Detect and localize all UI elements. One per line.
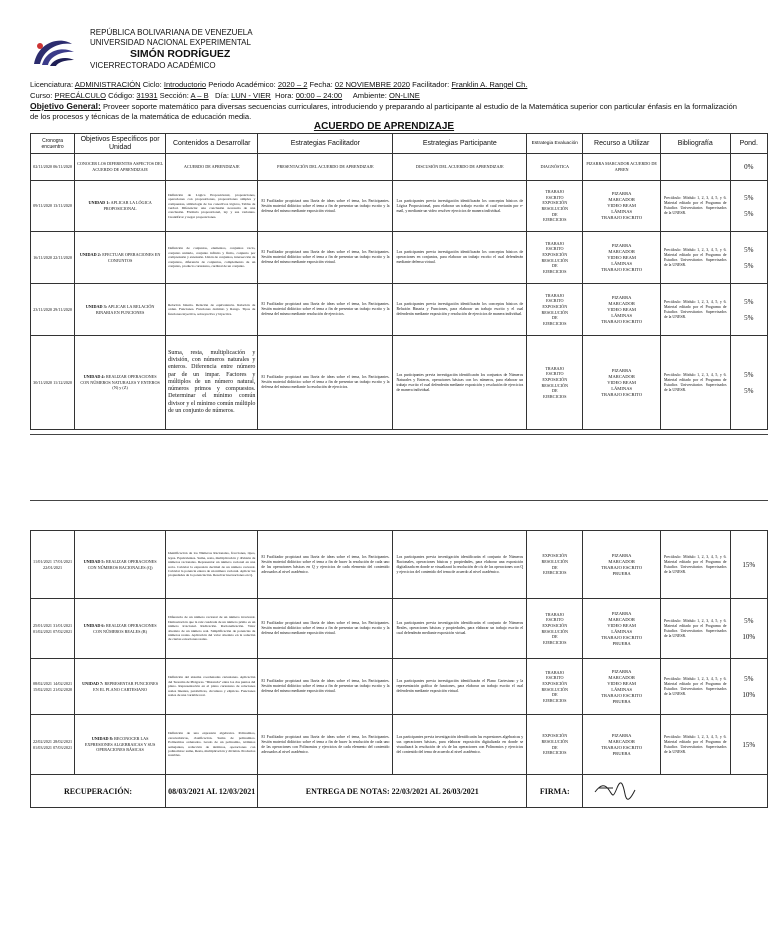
unidad-number: UNIDAD 3:	[85, 303, 108, 309]
col-cronograma: Cronogra encuentro	[31, 134, 75, 154]
evaluacion-item: DE	[551, 692, 558, 698]
document-title: ACUERDO DE APRENDIZAJE	[313, 121, 455, 132]
evaluacion-item: DE	[551, 315, 558, 321]
evaluacion-item: EXPOSICIÓN	[542, 376, 568, 382]
table-body-bottom	[31, 531, 768, 775]
unidad-number: UNIDAD 4:	[83, 374, 105, 380]
cell-estrategia-facilitador: El Facilitador propiciará una lluvia de ideas sobre el tema, los Participantes. Sesión material didáctico sobre el tema a fin de presentar un trabajo escrito y la defensa del mismo mediante exposición virtual.	[258, 659, 393, 715]
evaluacion-item: TRABAJO	[545, 240, 565, 246]
seccion-value: A – B	[190, 91, 209, 100]
cell-recurso	[583, 531, 661, 599]
cell-estrategia-facilitador: El Facilitador propiciará una lluvia de ideas sobre el tema, los Participantes. Sesión material didáctico sobre el tema a fin de hacer la resolución de cada uno de las operaciones con Polinomios y ejercicios de cada elemento del contenido adecuados al nivel académico.	[258, 715, 393, 775]
table-row	[31, 181, 768, 232]
recurso-item: PIZARRA	[611, 242, 632, 248]
cell-cronograma: 30/11/2020 11/12/2020	[31, 336, 75, 430]
col-facilitador: Estrategias Facilitador	[258, 134, 393, 154]
licenciatura-value: ADMINISTRACIÓN	[74, 80, 141, 89]
evaluacion-item: EXPOSICIÓN	[542, 622, 568, 628]
evaluacion-item: EJERCICIOS	[543, 393, 567, 399]
cell-recurso	[583, 599, 661, 659]
university-logo	[30, 34, 76, 70]
cell-objetivo: CONOCER LOS DIFERENTES ASPECTOS DEL ACUERDO DE APRENDIZAJE	[75, 154, 166, 181]
cell-estrategia-facilitador: El Facilitador propiciará una lluvia de ideas sobre el tema, los Participantes. Sesión material didáctico sobre el tema a fin de presentar un trabajo escrito y la defensa del mismo mediante exposición virtual.	[258, 232, 393, 284]
evaluacion-item: RESOLUCIÓN	[541, 628, 569, 634]
col-recurso: Recurso a Utilizar	[583, 134, 661, 154]
cell-pond	[730, 181, 768, 232]
cell-cronograma: 22/02/2021 28/02/2021 01/03/2021 07/03/2021	[31, 715, 75, 775]
pond-value: 5%	[744, 674, 754, 683]
recurso-item: PRUEBA	[612, 750, 631, 756]
cell-estrategia-participante: Los participantes previa investigación identificarán los conceptos básicos de Relación Binaria y Funciones, para elaborar un trabajo escrito y el cual defenderán mediante exposición y resolución de ejercicios de manera individual.	[393, 284, 527, 336]
unidad-number: UNIDAD 2:	[79, 251, 102, 257]
page-break-line-bottom	[30, 500, 768, 501]
cell-recurso	[583, 284, 661, 336]
cell-objetivo-unidad: UNIDAD 6: REALIZAR OPERACIONES CON NÚMEROS REALES (R)	[75, 599, 166, 659]
recurso-item: LÁMINAS	[611, 628, 633, 634]
recurso-item: LÁMINAS	[611, 209, 633, 214]
evaluacion-item: ESCRITO	[546, 371, 564, 377]
recurso-item: LÁMINAS	[611, 385, 633, 391]
pond-value: 15%	[742, 740, 756, 749]
cell-bibliografia: Precálculo: Módulo 1, 2, 3, 4, 5, y 6. Material editado por el Programa de Estudios Universitarios Supervisados de la UNESR.	[660, 181, 730, 232]
facilitador-value: Franklin A. Rangel Ch.	[451, 80, 528, 89]
recurso-item: MARCADOR	[608, 616, 635, 622]
header-line-simon-rodriguez: SIMÓN RODRÍGUEZ	[130, 48, 231, 60]
cell-evaluacion	[527, 336, 583, 430]
cell-bibliografia: Precálculo: Módulo 1, 2, 3, 4, 5, y 6. Material editado por el Programa de Estudios Universitarios Supervisados de la UNESR.	[660, 284, 730, 336]
cell-estrategia-participante: Los participantes previa investigación identificarán el Plano Cartesiano y la representación gráfica de funciones, para elaborar un trabajo escrito el cual defenderán mediante exposición virtual.	[393, 659, 527, 715]
pond-value: 5%	[744, 386, 754, 395]
recurso-item: LÁMINAS	[611, 686, 633, 692]
unidad-number: UNIDAD 5:	[83, 558, 105, 564]
cell-estrategia-participante: Los participantes previa investigación identificarán el conjunto de Números Racionales, operaciones básicas y propiedades, para elaborar una exposición digitalizada en donde se visualizará la resolución de c/u de las operaciones con Q y ejercicios del contenido del tema de acuerdo al nivel académico.	[393, 531, 527, 599]
cell-contenido: ACUERDO DE APRENDIZAJE	[166, 154, 258, 181]
recurso-item: PIZARRA	[611, 552, 632, 558]
objetivo-text: Proveer soporte matemático para diversas secuencias curriculares, introduciendo y preparando al participante al estudio de la Matemática superior con particular énfasis en la formalización de los procesos y técnicas de la matemática de educación media.	[30, 102, 737, 121]
evaluacion-item: TRABAJO	[545, 365, 565, 371]
cell-evaluacion	[527, 659, 583, 715]
header-line-vicerrectorado: VICERRECTORADO ACADÉMICO	[90, 61, 216, 70]
recurso-item: TRABAJO ESCRITO	[601, 744, 643, 750]
learning-agreement-table	[30, 133, 768, 430]
cell-evaluacion	[527, 181, 583, 232]
evaluacion-item: EJERCICIOS	[543, 268, 567, 274]
col-contenidos: Contenidos a Desarrollar	[166, 134, 258, 154]
hora-value: 00:00 – 24:00	[295, 91, 343, 100]
ciclo-value: Introductorio	[163, 80, 207, 89]
cell-pond	[730, 284, 768, 336]
cell-cronograma: 09/11/2020 13/11/2020	[31, 181, 75, 232]
course-meta-line-1: Licenciatura: ADMINISTRACIÓN Ciclo: Introductorio Periodo Académico: 2020 – 2 Fecha: 02 NOVIEMBRE 2020 Facilitador: Franklin A. Rangel Ch.	[30, 80, 528, 89]
cell-contenido: Definición del sistema coordenadas cartesianas. Aplicación del Teorema de Pitágoras. "Distancia" entre los dos puntos del plano. Representación en el plano cartesiano de relaciones reales lineales, parabólicas, circulares y elípticas. Funciones reales de una variable real.	[166, 659, 258, 715]
page-break-line-top	[30, 434, 768, 435]
cell-pond	[730, 232, 768, 284]
cell-evaluacion	[527, 531, 583, 599]
cell-estrategia-participante: Los participantes previa investigación identificarán las expresiones algebraicas y sus operaciones básicas, para elaborar exposición digitalizada en donde se visualizará la resolución de c/u de las operaciones con Polinomios y ejercicios del contenido del tema de acuerdo al nivel académico.	[393, 715, 527, 775]
table-row	[31, 284, 768, 336]
evaluacion-item: EJERCICIOS	[543, 217, 567, 223]
facilitator-signature	[593, 780, 637, 802]
cell-recurso	[583, 181, 661, 232]
cell-objetivo-unidad: UNIDAD 5: REALIZAR OPERACIONES CON NÚMEROS RACIONALES (Q)	[75, 531, 166, 599]
col-participante: Estrategias Participante	[393, 134, 527, 154]
cell-estrategia-facilitador: El Facilitador propiciará una lluvia de ideas sobre el tema, los Participantes. Sesión material didáctico sobre el tema a fin de presentar un trabajo escrito y la defensa del mismo mediante resolución de ejercicios.	[258, 284, 393, 336]
footer-row	[31, 775, 768, 808]
cell-pond	[730, 659, 768, 715]
pond-value: 5%	[744, 210, 754, 218]
recurso-item: VIDEO BEAM	[607, 254, 637, 260]
cell-evaluacion	[527, 715, 583, 775]
cell-objetivo-unidad: UNIDAD 1: APLICAR LA LÓGICA PROPOSICIONAL	[75, 181, 166, 232]
pond-value: 5%	[744, 616, 754, 625]
learning-agreement-table-continued	[30, 530, 768, 808]
col-objetivos: Objetivos Específicos por Unidad	[75, 134, 166, 154]
pond-value: 5%	[744, 245, 754, 254]
recurso-item: PIZARRA	[611, 367, 632, 373]
evaluacion-item: RESOLUCIÓN	[541, 738, 569, 744]
evaluacion-item: EXPOSICIÓN	[542, 680, 568, 686]
header-line-republica: REPÚBLICA BOLIVARIANA DE VENEZUELA	[90, 28, 253, 37]
institution-header	[30, 28, 750, 76]
evaluacion-item: DE	[551, 263, 558, 269]
cell-bibliografia: Precálculo: Módulo 1, 2, 3, 4, 5, y 6. Material editado por el Programa de Estudios Universitarios Supervisados de la UNESR.	[660, 232, 730, 284]
recurso-item: MARCADOR	[608, 197, 635, 202]
recurso-item: VIDEO BEAM	[607, 379, 637, 385]
evaluacion-item: ESCRITO	[546, 246, 564, 252]
unidad-number: UNIDAD 8:	[91, 736, 114, 742]
cell-recurso	[583, 232, 661, 284]
cell-evaluacion	[527, 232, 583, 284]
fecha-value: 02 NOVIEMBRE 2020	[334, 80, 411, 89]
recurso-item: MARCADOR	[608, 248, 635, 254]
cell-pond	[730, 715, 768, 775]
col-bibliografia: Bibliografía	[660, 134, 730, 154]
evaluacion-item: RESOLUCIÓN	[541, 558, 569, 564]
evaluacion-item: RESOLUCIÓN	[541, 309, 569, 315]
recurso-item: PIZARRA	[611, 668, 632, 674]
evaluacion-item: EXPOSICIÓN	[542, 251, 568, 257]
table-row	[31, 336, 768, 430]
evaluacion-item: ESCRITO	[546, 298, 564, 304]
header-line-universidad: UNIVERSIDAD NACIONAL EXPERIMENTAL	[90, 38, 251, 47]
evaluacion-item: DE	[551, 211, 558, 217]
evaluacion-item: EJERCICIOS	[543, 570, 567, 576]
table-row	[31, 599, 768, 659]
cell-bibliografia: Precálculo: Módulo 1, 2, 3, 4, 5, y 6. Material editado por el Programa de Estudios Universitarios Supervisados de la UNESR.	[660, 599, 730, 659]
curso-value: PRECÁLCULO	[54, 91, 106, 100]
cell-cronograma: 23/11/2020 29/11/2020	[31, 284, 75, 336]
cell-cronograma: 11/01/2021 17/01/2021 22/01/2021	[31, 531, 75, 599]
table-row	[31, 531, 768, 599]
cell-objetivo-unidad: UNIDAD 4: REALIZAR OPERACIONES CON NÚMEROS NATURALES Y ENTEROS (N) y (Z)	[75, 336, 166, 430]
evaluacion-item: EJERCICIOS	[543, 320, 567, 326]
evaluacion-item: RESOLUCIÓN	[541, 686, 569, 692]
recurso-item: TRABAJO ESCRITO	[601, 215, 643, 220]
cell-evaluacion: DIAGNÓSTICA	[527, 154, 583, 181]
cell-cronograma: 16/11/2020 22/11/2020	[31, 232, 75, 284]
cell-recurso: PIZARRA MARCADOR ACUERDO DE APREN	[583, 154, 661, 181]
recurso-item: LÁMINAS	[611, 312, 633, 318]
periodo-value: 2020 – 2	[277, 80, 308, 89]
cell-estrategia-facilitador: El Facilitador propiciará una lluvia de ideas sobre el tema, los Participantes. Sesión material didáctico sobre el tema a fin de presentar un trabajo escrito y la defensa del mismo mediante la resolución de ejercicios.	[258, 336, 393, 430]
cell-bibliografia: Precálculo: Módulo 1, 2, 3, 4, 5, y 6. Material editado por el Programa de Estudios Universitarios Supervisados de la UNESR.	[660, 715, 730, 775]
pond-value: 10%	[742, 632, 756, 641]
recurso-item: PRUEBA	[612, 640, 631, 646]
recurso-item: TRABAJO ESCRITO	[601, 266, 643, 272]
evaluacion-item: ESCRITO	[546, 617, 564, 623]
table-row-intro	[31, 154, 768, 181]
col-evaluacion: Estrategia Evaluación	[527, 134, 583, 154]
evaluacion-item: DE	[551, 634, 558, 640]
cell-recurso	[583, 659, 661, 715]
recurso-item: MARCADOR	[608, 674, 635, 680]
cell-contenido: Definición de conjuntos, elementos, conjuntos vacío, conjunto unitario, conjunto infinito y finito, conjunto por comprensión y extensión. Unión de conjuntos, intersección de conjuntos, diferencia de conjuntos, complemento de un conjunto, producto cartesiano, cardinal de un conjunto.	[166, 232, 258, 284]
evaluacion-item: EJERCICIOS	[543, 697, 567, 703]
cell-contenido: Definición de una expresión algebraica. Polinomios, características, clasificación. Suma de polinomios. Polinomios ordenados. Grado de un polinomio, términos semejantes, reducción de términos, operaciones con polinomios: suma, Resta, multiplicación y división. Productos notables.	[166, 715, 258, 775]
cell-cronograma: 08/02/2021 14/02/2021 15/02/2021 21/02/2020	[31, 659, 75, 715]
firma-label: FIRMA:	[527, 775, 583, 808]
evaluacion-item: DE	[551, 388, 558, 394]
cell-objetivo-unidad: UNIDAD 3: APLICAR LA RELACIÓN BINARIA EN FUNCIONES	[75, 284, 166, 336]
evaluacion-item: RESOLUCIÓN	[541, 206, 569, 211]
cell-pond: 0%	[730, 154, 768, 181]
pond-value: 5%	[744, 313, 754, 322]
course-meta-line-2: Curso: PRECÁLCULO Código: 31931 Sección: A – B Día: LUN - VIER Hora: 00:00 – 24:00 Ambiente: ON-LINE	[30, 91, 420, 100]
cell-estrategia-facilitador: El Facilitador propiciará una lluvia de ideas sobre el tema, los Participantes. Sesión material didáctico sobre el tema a fin de hacer la resolución de cada uno de las operaciones básicas en Q y ejercicios de cada elemento del contenido adecuados al nivel académico.	[258, 531, 393, 599]
table-row	[31, 232, 768, 284]
codigo-value: 31931	[136, 91, 158, 100]
recurso-item: TRABAJO ESCRITO	[601, 692, 643, 698]
ambiente-value: ON-LINE	[389, 91, 420, 100]
recurso-item: VIDEO BEAM	[607, 622, 637, 628]
col-pond: Pond.	[730, 134, 768, 154]
cell-evaluacion	[527, 284, 583, 336]
cell-contenido: Relación binaria. Relación de equivalencia. Relación de orden. Funciones. Funciones dominio y Rango. Tipos de funciones inyectiva, sobreyectiva y biyectiva.	[166, 284, 258, 336]
recurso-item: VIDEO BEAM	[607, 306, 637, 312]
recuperacion-label: RECUPERACIÓN:	[31, 775, 166, 808]
recurso-item: TRABAJO ESCRITO	[601, 391, 643, 397]
recurso-item: PRUEBA	[612, 698, 631, 704]
recurso-item: LÁMINAS	[611, 260, 633, 266]
cell-facilitador: PRESENTACIÓN DEL ACUERDO DE APRENDIZAJE	[258, 154, 393, 181]
cell-bibliografia: Precálculo: Módulo 1, 2, 3, 4, 5, y 6. Material editado por el Programa de Estudios Universitarios Supervisados de la UNESR.	[660, 659, 730, 715]
cell-estrategia-participante: Los participantes previa investigación identificarán los conceptos básicos de operaciones en conjuntos, para elaborar un trabajo escrito el cual defenderán mediante defensa virtual.	[393, 232, 527, 284]
cell-contenido: Diferencia de un número racional de un número irracional. Demostración que la raíz cuadrada de un número primo es un número irracional. Radicación. Racionalización. Valor absoluto de un número real. Simplificación de potencias de números reales. Aplicación del valor absoluto en la solución de ciertas ecuaciones reales.	[166, 599, 258, 659]
evaluacion-item: EXPOSICIÓN	[542, 200, 568, 206]
pond-value: 10%	[742, 690, 756, 699]
objetivo-label: Objetivo General:	[30, 101, 101, 111]
recurso-item: MARCADOR	[608, 738, 635, 744]
cell-estrategia-facilitador: El Facilitador propiciará una lluvia de ideas sobre el tema, los Participantes. Sesión material didáctico sobre el tema a fin de presentar un trabajo escrito y la defensa del mismo mediante exposición virtual.	[258, 599, 393, 659]
evaluacion-item: TRABAJO	[545, 292, 565, 298]
recurso-item: TRABAJO ESCRITO	[601, 634, 643, 640]
recurso-item: TRABAJO ESCRITO	[601, 318, 643, 324]
cell-bibliografia: Precálculo: Módulo 1, 2, 3, 4, 5, y 6. Material editado por el Programa de Estudios Universitarios Supervisados de la UNESR.	[660, 336, 730, 430]
cell-contenido: Suma, resta, multiplicación y división, con números naturales y enteros. Diferencia entre número par de un impar. Factores y múltiplos de un número natural, números primos y compuestos. Determinar el mínimo común divisor y el mínimo común múltiplo de un conjunto de números.	[166, 336, 258, 430]
cell-pond	[730, 599, 768, 659]
table-body-top	[31, 181, 768, 430]
pond-value: 5%	[744, 297, 754, 306]
signature-cell	[583, 775, 768, 808]
evaluacion-item: EXPOSICIÓN	[542, 553, 568, 559]
cell-contenido: Definición de Lógica Proposicional, proposiciones, operaciones con proposiciones, proposiciones simples y compuestas, simbología de los conectivos lógicos, Tablas de verdad. Diferenciar una conclusión necesaria de una conclusión. Fórmula proposicional, ley y sus variantes. Cuantificar y negar proposiciones.	[166, 181, 258, 232]
recurso-item: MARCADOR	[608, 300, 635, 306]
recurso-item: VIDEO BEAM	[607, 680, 637, 686]
entrega-de-notas: ENTREGA DE NOTAS: 22/03/2021 AL 26/03/2021	[258, 775, 527, 808]
cell-estrategia-participante: Los participantes previa investigación identificarán los conceptos básicos de Lógica Proposicional, para elaborar un trabajo escrito el cual enviarán por e-mail, y mediante un video resolver ejercicios de manera individual.	[393, 181, 527, 232]
cell-objetivo-unidad: UNIDAD 8: RECONOCER LAS EXPRESIONES ALGEBRAICAS Y SUS OPERACIONES BÁSICAS	[75, 715, 166, 775]
cell-participante: DISCUSIÓN DEL ACUERDO DE APRENDIZAJE	[393, 154, 527, 181]
dia-value: LUN - VIER	[231, 91, 271, 100]
unidad-number: UNIDAD 1:	[88, 200, 110, 206]
evaluacion-item: TRABAJO	[545, 611, 565, 617]
objetivo-general	[30, 101, 740, 122]
recurso-item: VIDEO BEAM	[607, 203, 637, 208]
cell-estrategia-participante: Los participantes previa investigación identificarán el conjunto de Números Reales, operaciones básicas y propiedades, para elaborar un trabajo escrito el cual defenderán mediante exposición virtual.	[393, 599, 527, 659]
cell-pond	[730, 336, 768, 430]
pond-value: 5%	[744, 370, 754, 379]
cell-cronograma: 25/01/2021 31/01/2021 01/02/2021 07/02/2021	[31, 599, 75, 659]
recurso-item: MARCADOR	[608, 373, 635, 379]
evaluacion-item: ESCRITO	[546, 194, 564, 200]
cell-objetivo-unidad: UNIDAD 2: EFECTUAR OPERACIONES EN CONJUNTOS	[75, 232, 166, 284]
pond-value: 5%	[744, 194, 754, 202]
recuperacion-dates: 08/03/2021 AL 12/03/2021	[166, 775, 258, 808]
cell-estrategia-participante: Los participantes previa investigación identificarán los conjuntos de Números Naturales y Enteros, operaciones básicas con los números, para elaborar un trabajo escrito el cual defenderán mediante exposición y resolución de ejercicios de manera individual.	[393, 336, 527, 430]
recurso-item: TRABAJO ESCRITO	[601, 564, 643, 570]
evaluacion-item: DE	[551, 744, 558, 750]
evaluacion-item: RESOLUCIÓN	[541, 257, 569, 263]
cell-cronograma: 02/11/2020 06/11/2020	[31, 154, 75, 181]
evaluacion-item: ESCRITO	[546, 675, 564, 681]
evaluacion-item: EJERCICIOS	[543, 639, 567, 645]
table-row	[31, 659, 768, 715]
evaluacion-item: EXPOSICIÓN	[542, 733, 568, 739]
pond-value: 5%	[744, 261, 754, 270]
pond-value: 15%	[742, 560, 756, 569]
unidad-number: UNIDAD 7:	[82, 680, 104, 686]
cell-estrategia-facilitador: El Facilitador propiciará una lluvia de ideas sobre el tema, los Participantes. Sesión material didáctico sobre el tema a fin de presentar un trabajo escrito y la defensa del mismo mediante exposición virtual.	[258, 181, 393, 232]
cell-pond	[730, 531, 768, 599]
recurso-item: MARCADOR	[608, 558, 635, 564]
cell-recurso	[583, 715, 661, 775]
cell-contenido: Identificación de los Números Racionales, fracciones, tipos, leyes. Equivalentes. Suma, resta, multiplicación y división de números racionales. Representar un número racional en una recta. Calcular la expresión decimal de un número racional. Calcular la potencia entera de un número racional. Aplicar las propiedades de la potenciación. Resolver inecuaciones en Q.	[166, 531, 258, 599]
unidad-number: UNIDAD 6:	[83, 622, 105, 628]
recurso-item: PRUEBA	[612, 570, 631, 576]
evaluacion-item: EXPOSICIÓN	[542, 303, 568, 309]
recurso-item: PIZARRA	[611, 191, 632, 196]
evaluacion-item: EJERCICIOS	[543, 750, 567, 756]
cell-bibliografia	[660, 154, 730, 181]
evaluacion-item: TRABAJO	[545, 669, 565, 675]
table-header-row	[31, 134, 768, 154]
evaluacion-item: RESOLUCIÓN	[541, 382, 569, 388]
recurso-item: PIZARRA	[611, 610, 632, 616]
evaluacion-item: DE	[551, 564, 558, 570]
evaluacion-item: TRABAJO	[545, 189, 565, 195]
cell-objetivo-unidad: UNIDAD 7: REPRESENTAR FUNCIONES EN EL PLANO CARTESIANO	[75, 659, 166, 715]
recurso-item: PIZARRA	[611, 294, 632, 300]
table-row	[31, 715, 768, 775]
cell-bibliografia: Precálculo: Módulo 1, 2, 3, 4, 5, y 6. Material editado por el Programa de Estudios Universitarios Supervisados de la UNESR.	[660, 531, 730, 599]
recurso-item: PIZARRA	[611, 732, 632, 738]
cell-recurso	[583, 336, 661, 430]
cell-evaluacion	[527, 599, 583, 659]
